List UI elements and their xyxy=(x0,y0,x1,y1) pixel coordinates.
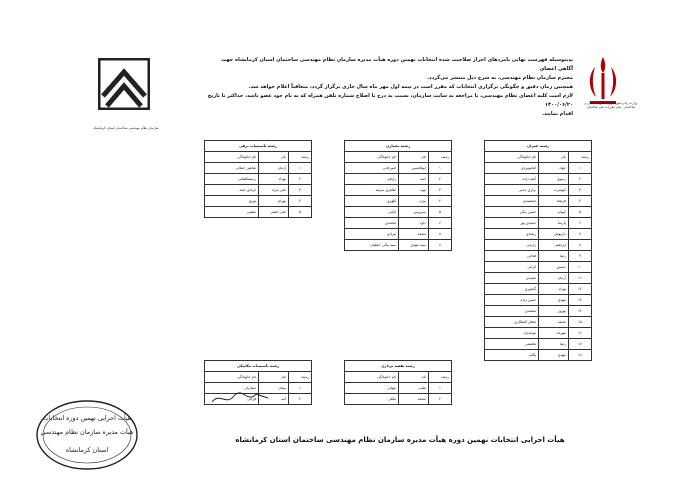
table-row xyxy=(345,185,452,196)
last-name: مرادی نجند xyxy=(205,185,259,196)
last-name: موحدیان xyxy=(485,328,539,339)
first-name: سیروس xyxy=(399,207,429,218)
table-naghshe xyxy=(344,360,452,405)
table-row xyxy=(345,196,452,207)
row-index: ۴ xyxy=(568,196,591,207)
first-name: کیومرث xyxy=(539,185,569,196)
last-name: جمشیدی xyxy=(485,196,539,207)
first-name: ابراهیم xyxy=(539,240,569,251)
signature-icon xyxy=(210,388,270,408)
first-name: فرشاد xyxy=(539,196,569,207)
last-name: مشتی xyxy=(205,207,259,218)
table-row xyxy=(345,229,452,240)
table-row xyxy=(205,207,312,218)
table-row xyxy=(485,295,592,306)
first-name: کیوان xyxy=(539,207,569,218)
first-name: علی مراد xyxy=(259,185,289,196)
row-index: ۱۳ xyxy=(568,295,591,306)
first-name: رضا xyxy=(539,251,569,262)
first-name: نوید xyxy=(399,185,429,196)
table-row xyxy=(485,339,592,350)
first-name: محمد xyxy=(399,394,429,405)
column-header-first-name: نام xyxy=(259,372,289,383)
last-name: گنجوری xyxy=(485,284,539,295)
row-index: ۱ xyxy=(288,383,311,394)
last-name: ملکی xyxy=(345,394,399,405)
row-index: ۴ xyxy=(288,196,311,207)
column-header-last-name: نام خانوادگی xyxy=(345,152,399,163)
column-header-index: ردیف xyxy=(568,152,591,163)
first-name: پارسا xyxy=(539,218,569,229)
table-row xyxy=(485,262,592,273)
intro-line: اقدام نمایند. xyxy=(542,111,573,117)
table-title: رشته تأسیسات برقی xyxy=(205,141,312,152)
column-header-first-name: نام xyxy=(399,372,429,383)
last-name: کیانی xyxy=(345,207,399,218)
table-row xyxy=(345,218,452,229)
last-name: محمدی xyxy=(485,306,539,317)
table-row xyxy=(485,174,592,185)
last-name: رشادی xyxy=(485,229,539,240)
row-index: ۲ xyxy=(428,394,451,405)
ministry-caption: وزارت راه و شهرسازی - معاونت مسکن و ساختمان - دفتر مقررات ملی ساختمان xyxy=(584,101,638,109)
last-name: مرادی xyxy=(345,229,399,240)
last-name: حمیدی پور xyxy=(485,218,539,229)
table-title: رشته تأسیسات مکانیکی xyxy=(205,361,312,372)
table-row xyxy=(485,251,592,262)
first-name: داود xyxy=(399,218,429,229)
column-header-index: ردیف xyxy=(288,152,311,163)
first-name: رضا xyxy=(539,339,569,350)
table-title: رشته معماری xyxy=(345,141,452,152)
intro-line: بدینوسیله فهرست نهایی نامزدهای احراز صلاحیت شده انتخابات نهمین دوره هیأت مدیره سازمان نظام مهندسی ساختمان استان کرمانشاه جهت آگاهی اعضای xyxy=(221,57,573,72)
last-name: حسن زاده xyxy=(485,295,539,306)
row-index: ۵ xyxy=(428,207,451,218)
first-name: سید مهدی xyxy=(399,240,429,251)
column-header-last-name: نام خانوادگی xyxy=(485,152,539,163)
table-row xyxy=(345,240,452,251)
row-index: ۵ xyxy=(568,207,591,218)
row-index: ۳ xyxy=(568,185,591,196)
last-name: حسن بیگی xyxy=(485,207,539,218)
column-header-first-name: نام xyxy=(259,152,289,163)
first-name: بهزاد xyxy=(539,284,569,295)
row-index: ۲ xyxy=(288,174,311,185)
row-index: ۱ xyxy=(288,163,311,174)
table-row xyxy=(485,229,592,240)
table-row xyxy=(205,196,312,207)
last-name: برازی جدیر xyxy=(485,185,539,196)
last-name: رازقی xyxy=(345,174,399,185)
first-name: مهدی xyxy=(539,295,569,306)
table-row xyxy=(485,350,592,361)
row-index: ۱۶ xyxy=(568,328,591,339)
row-index: ۱۲ xyxy=(568,284,591,295)
last-name: رستمکشانی xyxy=(205,174,259,185)
first-name: بیژن xyxy=(399,196,429,207)
first-name: آتیه xyxy=(259,394,289,405)
first-name: محمد xyxy=(539,317,569,328)
last-name: محمدی xyxy=(345,218,399,229)
table-row xyxy=(485,328,592,339)
intro-text xyxy=(205,56,573,119)
stamp-line: هیأت مدیره سازمان نظام مهندسی xyxy=(40,428,134,436)
first-name: امید xyxy=(399,174,429,185)
table-omran xyxy=(484,140,592,361)
last-name: جهانی xyxy=(345,383,399,394)
column-header-first-name: نام xyxy=(539,152,569,163)
table-row xyxy=(205,163,312,174)
first-name: جواد xyxy=(539,163,569,174)
first-name: مهرداد xyxy=(539,328,569,339)
last-name: زارعی xyxy=(485,240,539,251)
first-name: داریوش xyxy=(539,229,569,240)
footer-title: هیأت اجرایی انتخابات نهمین دوره هیأت مدیره سازمان نظام مهندسی ساختمان استان کرمانشاه xyxy=(235,436,565,444)
engineering-org-logo-icon xyxy=(98,58,150,110)
table-row xyxy=(345,394,452,405)
table-row xyxy=(345,163,452,174)
stamp-line: هیأت اجرایی نهمین دوره انتخابات xyxy=(42,414,132,422)
column-header-last-name: نام خانوادگی xyxy=(205,372,259,383)
row-index: ۸ xyxy=(568,240,591,251)
column-header-last-name: نام خانوادگی xyxy=(345,372,399,383)
row-index: ۱۸ xyxy=(568,350,591,361)
row-index: ۹ xyxy=(568,251,591,262)
row-index: ۱۴ xyxy=(568,306,591,317)
first-name: حسین xyxy=(539,262,569,273)
row-index: ۳ xyxy=(288,185,311,196)
last-name: آنجه زاده xyxy=(485,174,539,185)
first-name: بهروز xyxy=(539,306,569,317)
intro-line: محترم سازمان نظام مهندسی، به شرح ذیل منتشر می‌گردد. xyxy=(427,75,573,81)
table-title: رشته عمران xyxy=(485,141,592,152)
table-row xyxy=(205,185,312,196)
first-name: ابوالحسن xyxy=(399,163,429,174)
official-stamp xyxy=(34,398,140,472)
row-index: ۷ xyxy=(568,229,591,240)
table-row xyxy=(485,240,592,251)
last-name: امامویردی xyxy=(485,163,539,174)
last-name: نوری xyxy=(205,196,259,207)
first-name: آرمان xyxy=(539,273,569,284)
last-name: فتاحی xyxy=(485,251,539,262)
column-header-index: ردیف xyxy=(288,372,311,383)
first-name: طیب xyxy=(399,383,429,394)
row-index: ۱۰ xyxy=(568,262,591,273)
row-index: ۱ xyxy=(568,163,591,174)
table-row xyxy=(485,218,592,229)
first-name: آرمان xyxy=(259,163,289,174)
table-row xyxy=(485,196,592,207)
last-name: سید بیگی جلیلیان xyxy=(345,240,399,251)
row-index: ۱ xyxy=(428,163,451,174)
row-index: ۴ xyxy=(428,196,451,207)
first-name: محمد xyxy=(399,229,429,240)
row-index: ۷ xyxy=(428,229,451,240)
intro-line: لازم است کلیه اعضای نظام مهندسی، با مراجعه به سایت سازمان، نسبت به درج یا اصلاح شماره تلفن همراه که به نام خود عضو باشد، حداکثر تا تاریخ ۱۴۰۰/۰۶/۲۰ xyxy=(207,93,573,108)
table-row xyxy=(485,306,592,317)
row-index: ۶ xyxy=(568,218,591,229)
table-row xyxy=(485,273,592,284)
row-index: ۱۷ xyxy=(568,339,591,350)
first-name: رسول xyxy=(539,174,569,185)
table-row xyxy=(485,185,592,196)
column-header-index: ردیف xyxy=(428,372,451,383)
table-row xyxy=(485,163,592,174)
table-row xyxy=(205,174,312,185)
first-name: علی اصغر xyxy=(259,207,289,218)
intro-line: همچنین زمان دقیق و چگونگی برگزاری انتخابات که مقرر است در نیمه اول مهر ماه سال جاری برگزار گردد، متعاقباً اعلام خواهد شد. xyxy=(248,84,573,90)
row-index: ۶ xyxy=(428,218,451,229)
row-index: ۳ xyxy=(428,185,451,196)
table-memari xyxy=(344,140,452,251)
table-row xyxy=(485,284,592,295)
table-row xyxy=(345,174,452,185)
last-name: ستاریان xyxy=(205,383,259,394)
table-row xyxy=(485,317,592,328)
row-index: ۵ xyxy=(288,207,311,218)
last-name: کرانی xyxy=(485,262,539,273)
org-caption: سازمان نظام مهندسی ساختمان استان کرمانشاه xyxy=(93,126,159,130)
last-name: فرخی xyxy=(205,394,259,405)
stamp-line: استان کرمانشاه xyxy=(65,446,109,454)
last-name: کلهری xyxy=(345,196,399,207)
column-header-index: ردیف xyxy=(428,152,451,163)
row-index: ۸ xyxy=(428,240,451,251)
last-name: مجیدی xyxy=(485,273,539,284)
last-name: طاهری سرمد xyxy=(345,185,399,196)
first-name: مهدی xyxy=(539,350,569,361)
last-name: هاشمی xyxy=(485,339,539,350)
row-index: ۲ xyxy=(428,174,451,185)
first-name: بهرام xyxy=(259,196,289,207)
table-barghi xyxy=(204,140,312,218)
row-index: ۱۱ xyxy=(568,273,591,284)
table-row xyxy=(345,207,452,218)
last-name: یگانه xyxy=(485,350,539,361)
row-index: ۱ xyxy=(428,383,451,394)
row-index: ۲ xyxy=(288,394,311,405)
row-index: ۲ xyxy=(568,174,591,185)
table-row xyxy=(485,207,592,218)
last-name: مختار النفکاری xyxy=(485,317,539,328)
last-name: امیرخانی xyxy=(345,163,399,174)
first-name: بهزاد xyxy=(259,174,289,185)
table-title: رشته نقشه برداری xyxy=(345,361,452,372)
first-name: پیمان xyxy=(259,383,289,394)
column-header-first-name: نام xyxy=(399,152,429,163)
table-row xyxy=(345,383,452,394)
column-header-last-name: نام خانوادگی xyxy=(205,152,259,163)
last-name: شاهین جمالی xyxy=(205,163,259,174)
row-index: ۱۵ xyxy=(568,317,591,328)
